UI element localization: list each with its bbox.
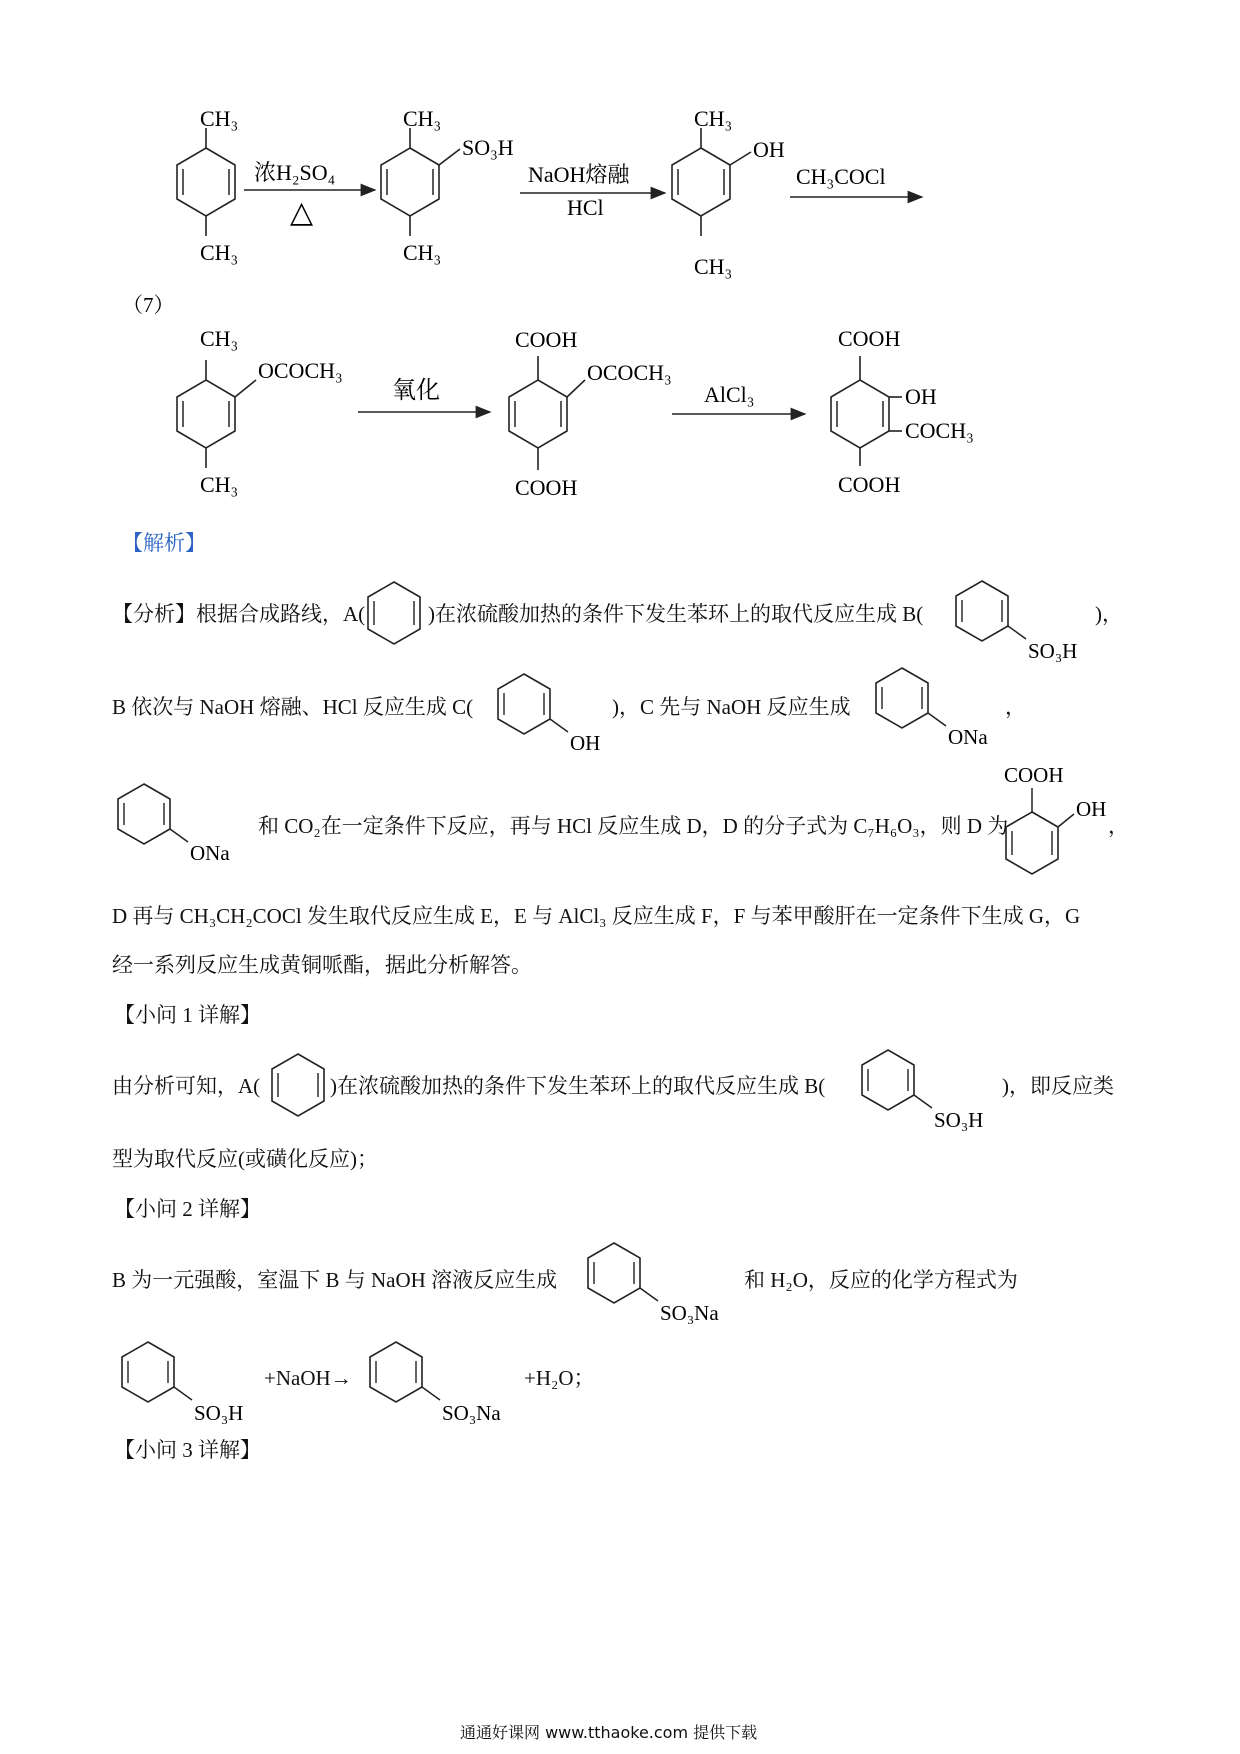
oh-label-2: OH <box>1076 797 1107 821</box>
so3na-label-2: SO₃Na <box>442 1401 501 1425</box>
p2-text-c: ， <box>1005 695 1026 719</box>
m6-top-label: COOH <box>838 326 901 351</box>
benzene-icon <box>362 578 426 650</box>
equation-reactant-sulfonic-acid <box>116 1336 266 1426</box>
q2-text-b: 和 H₂O，反应的化学方程式为 <box>744 1268 1018 1292</box>
analysis-heading: 【解析】 <box>122 531 206 555</box>
molecule-sulfonated-xylene <box>381 106 514 265</box>
arrow-3-reagent: CH₃COCl <box>796 164 886 189</box>
benzene-icon-2 <box>266 1050 330 1122</box>
m4-bottom-label: CH₃ <box>200 472 239 497</box>
equation-mid: +NaOH→ <box>264 1366 352 1390</box>
m2-top-label: CH₃ <box>403 106 442 131</box>
m1-bottom-label: CH₃ <box>200 240 239 265</box>
p3-text-a: 和 CO₂在一定条件下反应，再与 HCl 反应生成 D，D 的分子式为 C₇H₆O₃，则 D 为 <box>258 814 1009 838</box>
arrow-4-reagent: 氧化 <box>392 378 440 404</box>
ona-label-2: ONa <box>190 841 230 864</box>
q1-text-c: )，即反应类 <box>1002 1074 1114 1098</box>
so3h-label-3: SO₃H <box>194 1401 244 1425</box>
benzenesulfonic-acid-icon <box>950 575 1100 665</box>
arrow-1-reagent: 浓H₂SO₄ <box>254 160 336 185</box>
sodium-phenoxide-icon-2 <box>112 778 252 864</box>
molecule-acetoxy-terephthalic-acid <box>509 327 672 500</box>
phenol-icon <box>492 668 622 754</box>
equation-end: +H₂O； <box>524 1366 595 1390</box>
molecule-dimethylphenol <box>672 106 785 279</box>
q1-text-d: 型为取代反应(或磺化反应)； <box>112 1147 378 1171</box>
m2-substituent: SO₃H <box>462 135 514 160</box>
molecule-acetoxy-xylene <box>177 326 343 497</box>
m3-substituent: OH <box>753 137 785 162</box>
p5-text: 经一系列反应生成黄铜哌酯，据此分析解答。 <box>112 953 532 977</box>
page-footer: 通通好课网 www.tthaoke.com 提供下载 <box>460 1723 758 1742</box>
p3-text-b: ， <box>1108 814 1129 838</box>
m4-substituent: OCOCH₃ <box>258 358 343 383</box>
cooh-label: COOH <box>1004 763 1064 787</box>
q2-heading: 【小问 2 详解】 <box>114 1197 261 1221</box>
q1-text-a: 由分析可知，A( <box>112 1074 261 1098</box>
salicylic-acid-icon <box>990 756 1120 906</box>
q3-heading: 【小问 3 详解】 <box>114 1438 261 1462</box>
sodium-phenoxide-icon <box>870 662 1010 748</box>
m1-top-label: CH₃ <box>200 106 239 131</box>
m5-bottom-label: COOH <box>515 475 578 500</box>
p1-text-b: )在浓硫酸加热的条件下发生苯环上的取代反应生成 B( <box>428 602 924 626</box>
oh-label: OH <box>570 731 601 754</box>
p2-text-a: B 依次与 NaOH 熔融、HCl 反应生成 C( <box>112 695 474 719</box>
p1-text-a: 【分析】根据合成路线，A( <box>112 602 366 626</box>
benzenesulfonic-acid-icon-2 <box>856 1044 1006 1134</box>
m5-top-label: COOH <box>515 327 578 352</box>
arrow-5-reagent: AlCl₃ <box>704 382 755 407</box>
so3h-label-2: SO₃H <box>934 1108 984 1132</box>
m6-substituent-acetyl: COCH₃ <box>905 418 974 443</box>
ona-label: ONa <box>948 725 988 748</box>
m6-bottom-label: COOH <box>838 472 901 497</box>
equation-product-sulfonate <box>364 1336 524 1426</box>
molecule-product-acid <box>831 326 974 497</box>
m2-bottom-label: CH₃ <box>403 240 442 265</box>
heat-symbol: △ <box>290 196 314 229</box>
m4-top-label: CH₃ <box>200 326 239 351</box>
arrow-2-reagent: NaOH熔融 <box>528 162 630 187</box>
p2-text-b: )，C 先与 NaOH 反应生成 <box>612 695 851 719</box>
m3-bottom-label: CH₃ <box>694 254 733 279</box>
so3na-label: SO₃Na <box>660 1301 719 1325</box>
question-number-label: （7） <box>122 293 175 317</box>
q2-text-a: B 为一元强酸，室温下 B 与 NaOH 溶液反应生成 <box>112 1268 558 1292</box>
arrow-2-reagent-below: HCl <box>567 195 604 220</box>
p1-text-c: )， <box>1095 602 1123 626</box>
q1-heading: 【小问 1 详解】 <box>114 1003 261 1027</box>
molecule-p-xylene <box>177 106 238 265</box>
m5-substituent: OCOCH₃ <box>587 360 672 385</box>
sodium-benzenesulfonate-icon <box>582 1237 742 1327</box>
q1-text-b: )在浓硫酸加热的条件下发生苯环上的取代反应生成 B( <box>330 1074 826 1098</box>
m3-top-label: CH₃ <box>694 106 733 131</box>
m6-substituent-oh: OH <box>905 384 937 409</box>
so3h-label: SO₃H <box>1028 639 1078 663</box>
p4-text: D 再与 CH₃CH₂COCl 发生取代反应生成 E，E 与 AlCl₃ 反应生成 F，F 与苯甲酸肝在一定条件下生成 G，G <box>112 904 1081 928</box>
